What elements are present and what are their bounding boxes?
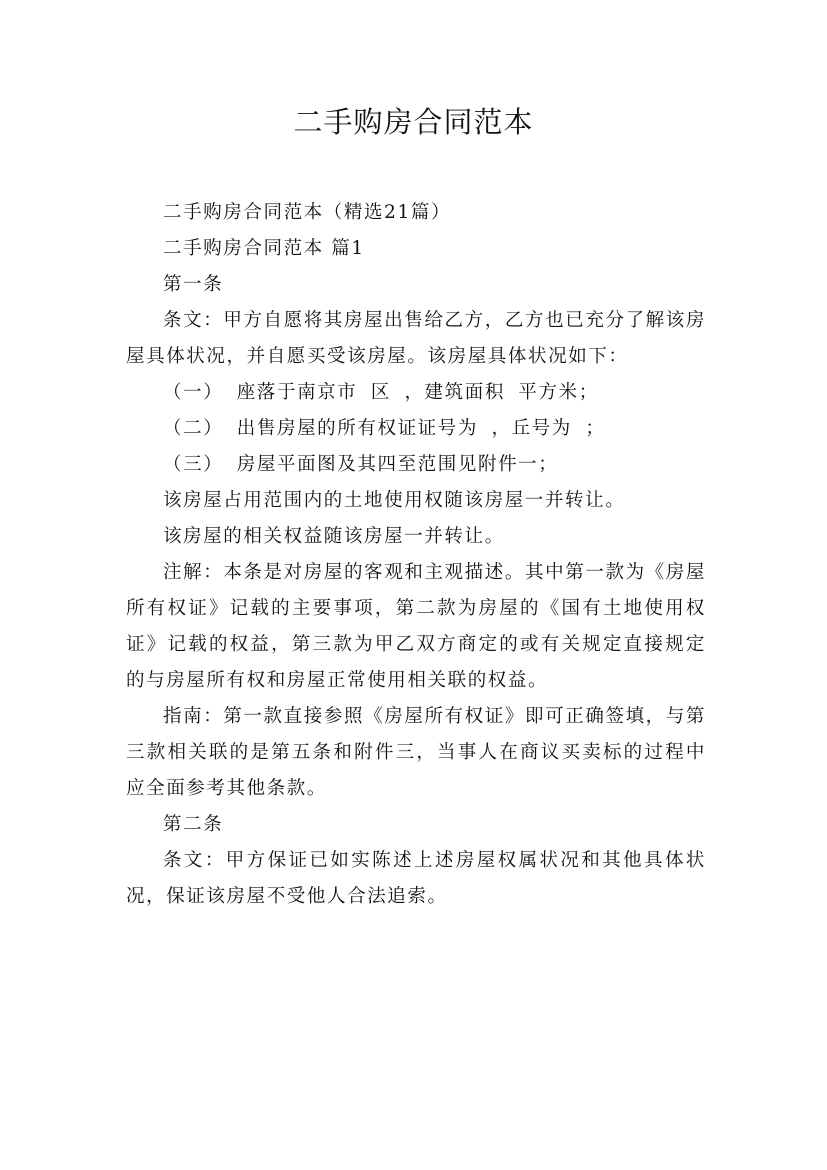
article-text-paragraph: 条文：甲方保证已如实陈述上述房屋权属状况和其他具体状况，保证该房屋不受他人合法追索。: [126, 850, 706, 907]
body-paragraph: 该房屋的相关权益随该房屋一并转让。: [163, 526, 505, 547]
document-title: 二手购房合同范本: [293, 105, 534, 139]
document-body: [126, 195, 706, 915]
list-item: （二） 出售房屋的所有权证证号为 ，丘号为 ；: [163, 418, 606, 439]
section-heading: 二手购房合同范本 篇1: [163, 238, 365, 259]
list-item: （一） 座落于南京市 区 ，建筑面积 平方米；: [163, 382, 599, 403]
article-text-paragraph: 条文：甲方自愿将其房屋出售给乙方，乙方也已充分了解该房屋具体状况，并自愿买受该房屋。该房屋具体状况如下：: [126, 310, 706, 367]
guide-paragraph: 指南：第一款直接参照《房屋所有权证》即可正确签填，与第三款相关联的是第五条和附件三，当事人在商议买卖标的过程中应全面参考其他条款。: [126, 706, 706, 799]
article-heading: 第二条: [163, 814, 224, 835]
body-paragraph: 该房屋占用范围内的土地使用权随该房屋一并转让。: [163, 490, 626, 511]
article-heading: 第一条: [163, 274, 224, 295]
subtitle-paragraph: 二手购房合同范本（精选21篇）: [163, 202, 452, 223]
annotation-paragraph: 注解：本条是对房屋的客观和主观描述。其中第一款为《房屋所有权证》记载的主要事项，第二款为房屋的《国有土地使用权证》记载的权益，第三款为甲乙双方商定的或有关规定直接规定的与房屋所有权和房屋正常使用相关联的权益。: [126, 562, 706, 691]
list-item: （三） 房屋平面图及其四至范围见附件一；: [163, 454, 559, 475]
